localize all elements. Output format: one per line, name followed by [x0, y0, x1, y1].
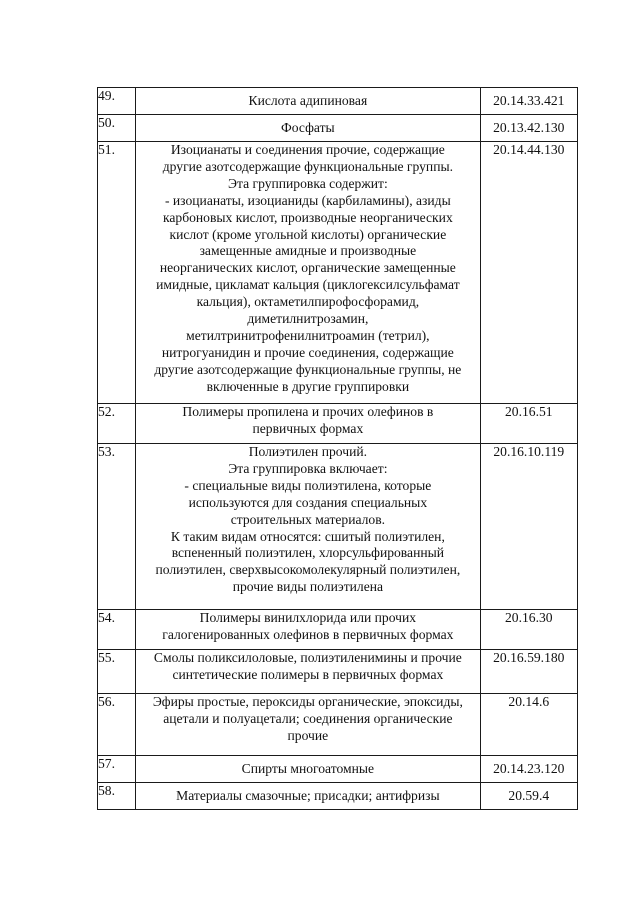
row-description	[136, 650, 480, 694]
row-description	[136, 404, 480, 444]
table-row	[98, 115, 578, 142]
table-row	[98, 444, 578, 610]
row-code: 20.14.6	[480, 694, 577, 756]
row-number: 52.	[98, 404, 136, 444]
row-code: 20.13.42.130	[480, 115, 577, 142]
row-code: 20.16.10.119	[480, 444, 577, 610]
table-row	[98, 694, 578, 756]
description-line: диметилнитрозамин,	[247, 311, 369, 327]
row-number: 55.	[98, 650, 136, 694]
table-row	[98, 756, 578, 783]
row-description	[136, 694, 480, 756]
description-line: прочие виды полиэтилена	[232, 579, 384, 595]
row-number: 50.	[98, 115, 136, 142]
codes-table	[97, 87, 578, 810]
description-line: имидные, цикламат кальция (циклогексилсульфамат	[156, 277, 460, 293]
description-line: Полимеры винилхлорида или прочих	[199, 610, 417, 625]
row-description	[136, 444, 480, 610]
description-line: Спирты многоатомные	[241, 760, 375, 776]
row-code: 20.14.23.120	[480, 756, 577, 783]
row-code: 20.59.4	[480, 783, 577, 810]
row-number: 56.	[98, 694, 136, 756]
row-description	[136, 756, 480, 783]
row-code: 20.16.51	[480, 404, 577, 444]
table-row	[98, 650, 578, 694]
row-number: 51.	[98, 142, 136, 404]
table-body	[98, 88, 578, 810]
description-line: - изоцианаты, изоцианиды (карбиламины), азиды	[164, 192, 451, 208]
description-line: метилтринитрофенилнитроамин (тетрил),	[186, 327, 430, 343]
description-line: полиэтилен, сверхвысокомолекулярный полиэтилен,	[155, 562, 461, 578]
row-description	[136, 783, 480, 810]
table-row	[98, 610, 578, 650]
row-description	[136, 142, 480, 404]
description-line: Смолы поликсилоловые, полиэтиленимины и прочие	[153, 650, 462, 665]
row-code: 20.16.59.180	[480, 650, 577, 694]
description-line: Эта группировка включает:	[228, 460, 388, 476]
row-code: 20.16.30	[480, 610, 577, 650]
description-line: - специальные виды полиэтилена, которые	[184, 477, 432, 493]
row-number: 53.	[98, 444, 136, 610]
table-row	[98, 142, 578, 404]
description-line: К таким видам относятся: сшитый полиэтилен,	[170, 528, 445, 544]
table-row	[98, 783, 578, 810]
description-line: первичных формах	[252, 420, 364, 436]
description-line: Эта группировка содержит:	[227, 175, 388, 191]
table-row	[98, 88, 578, 115]
description-line: вспененный полиэтилен, хлорсульфированный	[171, 545, 445, 561]
row-number: 57.	[98, 756, 136, 783]
description-line: используются для создания специальных	[188, 494, 428, 510]
row-code: 20.14.33.421	[480, 88, 577, 115]
description-line: неорганических кислот, органические замещенные	[159, 260, 456, 276]
description-line: другие азотсодержащие функциональные группы, не	[154, 361, 462, 377]
description-line: другие азотсодержащие функциональные группы.	[162, 158, 453, 174]
table-row	[98, 404, 578, 444]
description-line: строительных материалов.	[230, 511, 386, 527]
description-line: Полиэтилен прочий.	[248, 444, 368, 459]
description-line: замещенные амидные и производные	[199, 243, 417, 259]
description-line: Изоцианаты и соединения прочие, содержащие	[170, 142, 445, 157]
description-line: нитрогуанидин и прочие соединения, содержащие	[161, 344, 454, 360]
description-line: карбоновых кислот, производные неорганических	[162, 209, 453, 225]
description-line: прочие	[287, 727, 329, 743]
description-line: Материалы смазочные; присадки; антифризы	[176, 787, 440, 803]
row-number: 49.	[98, 88, 136, 115]
description-line: Кислота адипиновая	[248, 92, 368, 108]
description-line: синтетические полимеры в первичных формах	[172, 666, 444, 682]
row-description	[136, 115, 480, 142]
description-line: галогенированных олефинов в первичных формах	[162, 626, 454, 642]
row-code: 20.14.44.130	[480, 142, 577, 404]
row-number: 54.	[98, 610, 136, 650]
row-description	[136, 610, 480, 650]
row-number: 58.	[98, 783, 136, 810]
description-line: ацетали и полуацетали; соединения органические	[163, 710, 453, 726]
description-line: Фосфаты	[281, 119, 335, 135]
description-line: включенные в другие группировки	[206, 378, 410, 394]
description-line: кальция), октаметилпирофосфорамид,	[196, 294, 420, 310]
description-line: Полимеры пропилена и прочих олефинов в	[182, 404, 434, 419]
row-description	[136, 88, 480, 115]
description-line: кислот (кроме угольной кислоты) органические	[169, 226, 447, 242]
description-line: Эфиры простые, пероксиды органические, эпоксиды,	[152, 694, 463, 709]
